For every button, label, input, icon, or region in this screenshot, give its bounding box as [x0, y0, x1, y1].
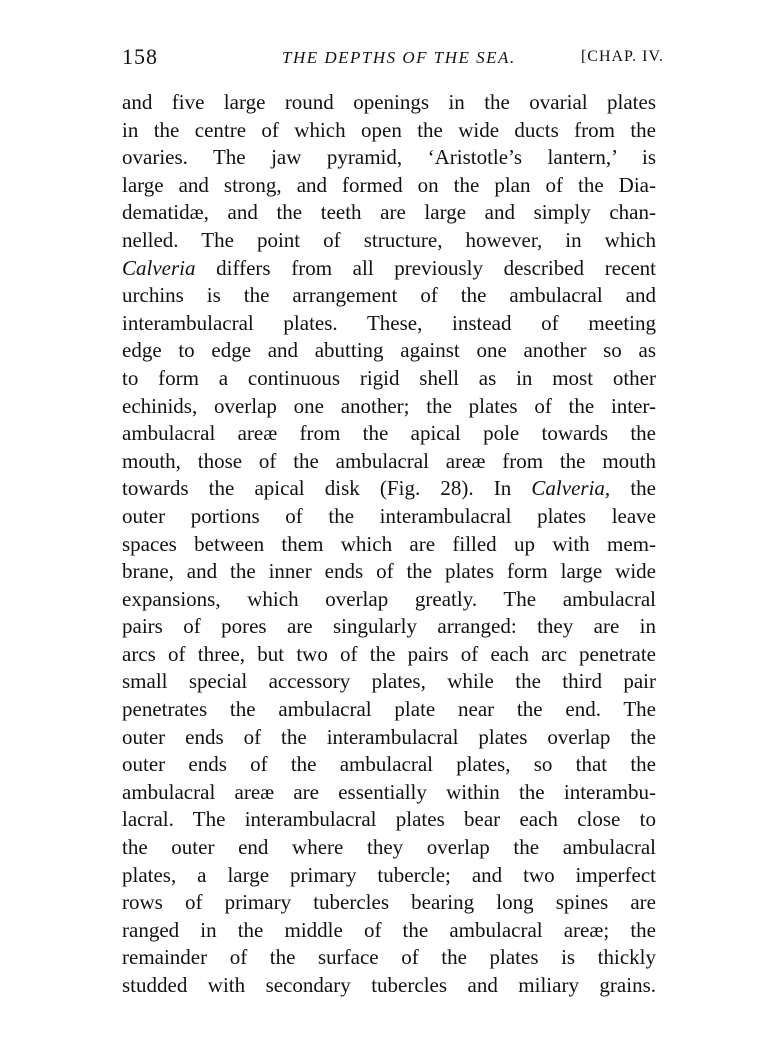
text-line: spaces between them which are filled up with mem- — [122, 531, 656, 556]
text-line: nelled. The point of structure, however, in which — [122, 227, 656, 252]
text-line: plates, a large primary tubercle; and two imperfect — [122, 862, 656, 887]
text-line: mouth, those of the ambulacral areæ from the mouth — [122, 448, 656, 473]
text-line: brane, and the inner ends of the plates form large wide — [122, 559, 656, 584]
text-line: ambulacral areæ are essentially within the interambu- — [122, 779, 656, 804]
chapter-label: [CHAP. IV. — [580, 48, 664, 65]
text-line: dematidæ, and the teeth are large and simply chan- — [122, 200, 656, 225]
text-line: towards the apical disk (Fig. 28). In Calveria, the — [122, 476, 656, 501]
text-line: outer ends of the ambulacral plates, so that the — [122, 752, 656, 777]
text-line: arcs of three, but two of the pairs of each arc penetrate — [122, 641, 656, 666]
text-line: interambulacral plates. These, instead of meeting — [122, 310, 656, 335]
text-line: urchins is the arrangement of the ambulacral and — [122, 283, 656, 308]
text-line: Calveria differs from all previously described recent — [122, 255, 656, 280]
page-number: 158 — [122, 44, 158, 69]
text-line: echinids, overlap one another; the plates of the inter- — [122, 393, 656, 418]
text-line: pairs of pores are singularly arranged: they are in — [122, 614, 656, 639]
text-line: and five large round openings in the ovarial plates — [122, 90, 656, 114]
running-title: THE DEPTHS OF THE SEA. — [282, 48, 516, 67]
text-line: studded with secondary tubercles and miliary grains. — [122, 973, 656, 997]
page-header — [122, 44, 664, 74]
body-text — [122, 89, 656, 1000]
text-line: outer ends of the interambulacral plates overlap the — [122, 724, 656, 749]
text-line: rows of primary tubercles bearing long spines are — [122, 890, 656, 915]
text-line: expansions, which overlap greatly. The ambulacral — [122, 586, 656, 611]
text-line: penetrates the ambulacral plate near the end. The — [122, 697, 656, 722]
text-line: remainder of the surface of the plates is thickly — [122, 945, 656, 970]
text-line: outer portions of the interambulacral plates leave — [122, 503, 656, 528]
text-line: the outer end where they overlap the ambulacral — [122, 835, 656, 860]
text-line: to form a continuous rigid shell as in most other — [122, 365, 656, 390]
text-line: ambulacral areæ from the apical pole towards the — [122, 421, 656, 446]
text-line: edge to edge and abutting against one another so as — [122, 338, 656, 363]
text-line: large and strong, and formed on the plan of the Dia- — [122, 172, 656, 197]
text-line: ovaries. The jaw pyramid, ‘Aristotle’s lantern,’ is — [122, 145, 656, 170]
text-line: small special accessory plates, while the third pair — [122, 669, 656, 694]
genus-name: Calveria — [531, 476, 605, 501]
text-line: ranged in the middle of the ambulacral areæ; the — [122, 917, 656, 942]
text-line: in the centre of which open the wide ducts from the — [122, 117, 656, 142]
genus-name: Calveria — [122, 255, 196, 280]
text-line: lacral. The interambulacral plates bear each close to — [122, 807, 656, 832]
